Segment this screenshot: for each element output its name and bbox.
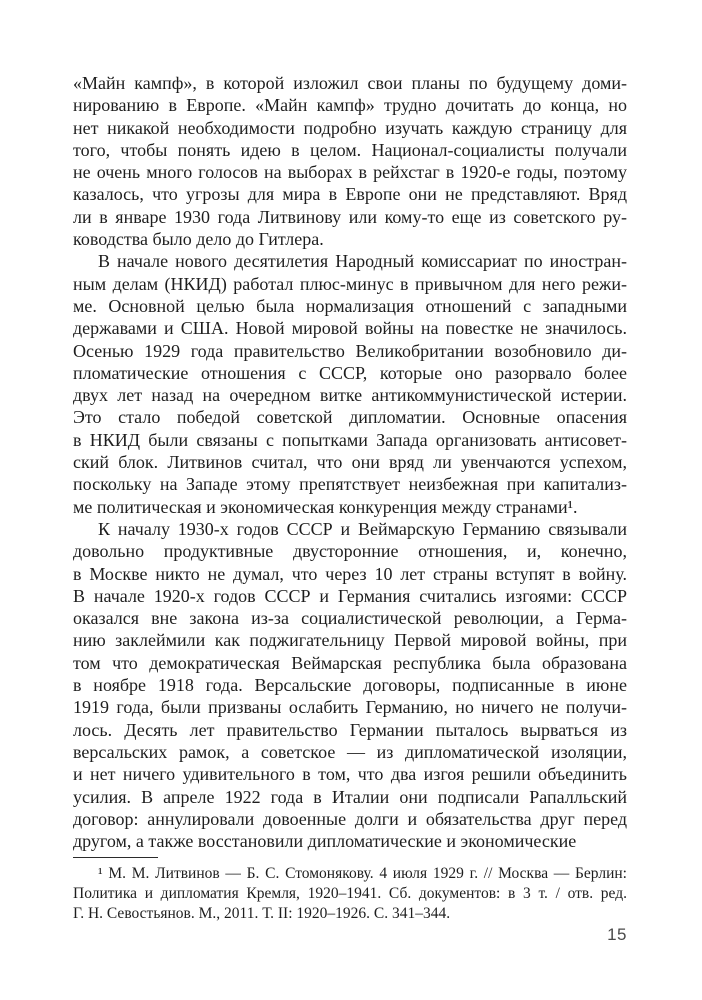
text-line: В начале нового десятилетия Народный комиссариат по иностран-: [98, 251, 627, 272]
footnote-separator: [73, 857, 158, 858]
text-line: В начале 1920-х годов СССР и Германия считались изгоями: СССР: [73, 585, 627, 606]
text-line: довольно продуктивные двусторонние отношения, и, конечно,: [73, 541, 627, 562]
text-line: пломатические отношения с СССР, которые оно разорвало более: [73, 362, 627, 383]
text-line: другом, а также восстановили дипломатические и экономические: [73, 831, 577, 852]
page-number: 15: [607, 925, 627, 944]
text-line: двух лет назад на очередном витке антикоммунистической истерии.: [73, 385, 627, 406]
text-line: ме. Основной целью была нормализация отношений с западными: [73, 295, 627, 316]
text-line: Осенью 1929 года правительство Великобритании возобновило ди-: [73, 340, 627, 361]
text-line: Политика и дипломатия Кремля, 1920–1941. Сб. документов: в 3 т. / отв. ред.: [73, 885, 627, 903]
text-line: Г. Н. Севостьянов. М., 2011. Т. II: 1920–1926. С. 341–344.: [73, 905, 451, 923]
text-line: 1919 года, были призваны ослабить Германию, но ничего не получи-: [73, 697, 627, 718]
text-line: поскольку на Западе этому препятствует неизбежная при капитализ-: [73, 474, 627, 495]
text-line: того, чтобы понять идею в целом. Национал-социалисты получали: [73, 139, 627, 160]
text-line: нет никакой необходимости подробно изучать каждую страницу для: [73, 117, 627, 138]
text-line: и нет ничего удивительного в том, что два изгоя решили объединить: [73, 764, 627, 785]
text-line: нию заклеймили как поджигательницу Первой мировой войны, при: [73, 630, 627, 651]
text-line: в ноябре 1918 года. Версальские договоры, подписанные в июне: [73, 675, 627, 696]
main-text: [73, 72, 627, 852]
text-line: ным делам (НКИД) работал плюс-минус в привычном для него режи-: [73, 273, 627, 294]
text-line: оказался вне закона из-за социалистической революции, а Герма-: [73, 608, 627, 629]
text-line: не очень много голосов на выборах в рейхстаг в 1920-е годы, поэтому: [73, 162, 627, 183]
text-line: ¹ М. М. Литвинов — Б. С. Стомонякову. 4 июля 1929 г. // Москва — Берлин:: [98, 865, 627, 883]
text-line: К началу 1930-х годов СССР и Веймарскую Германию связывали: [98, 518, 627, 539]
text-line: Это стало победой советской дипломатии. Основные опасения: [73, 407, 627, 428]
text-line: в Москве никто не думал, что через 10 лет страны вступят в войну.: [73, 563, 627, 584]
text-line: в НКИД были связаны с попытками Запада организовать антисовет-: [73, 429, 627, 450]
text-line: лось. Десять лет правительство Германии пыталось вырваться из: [73, 719, 627, 740]
text-line: ли в январе 1930 года Литвинову или кому-то еще из советского ру-: [73, 206, 627, 227]
text-line: ский блок. Литвинов считал, что они вряд ли увенчаются успехом,: [73, 452, 627, 473]
text-line: ководства было дело до Гитлера.: [73, 229, 324, 250]
text-line: державами и США. Новой мировой войны на повестке не значилось.: [73, 318, 627, 339]
text-line: договор: аннулировали довоенные долги и обязательства друг перед: [73, 808, 627, 829]
text-line: «Майн кампф», в которой изложил свои планы по будущему доми-: [73, 73, 627, 93]
text-line: казалось, что угрозы для мира в Европе они не представляют. Вряд: [73, 184, 627, 205]
text-line: ме политическая и экономическая конкуренция между странами¹.: [73, 496, 578, 517]
footnote: [73, 864, 627, 924]
text-line: нированию в Европе. «Майн кампф» трудно дочитать до конца, но: [73, 95, 627, 116]
text-line: усилия. В апреле 1922 года в Италии они подписали Рапалльский: [73, 786, 627, 807]
text-line: версальских рамок, а советское — из дипломатической изоляции,: [73, 741, 627, 762]
text-line: том что демократическая Веймарская республика была образована: [73, 652, 627, 673]
